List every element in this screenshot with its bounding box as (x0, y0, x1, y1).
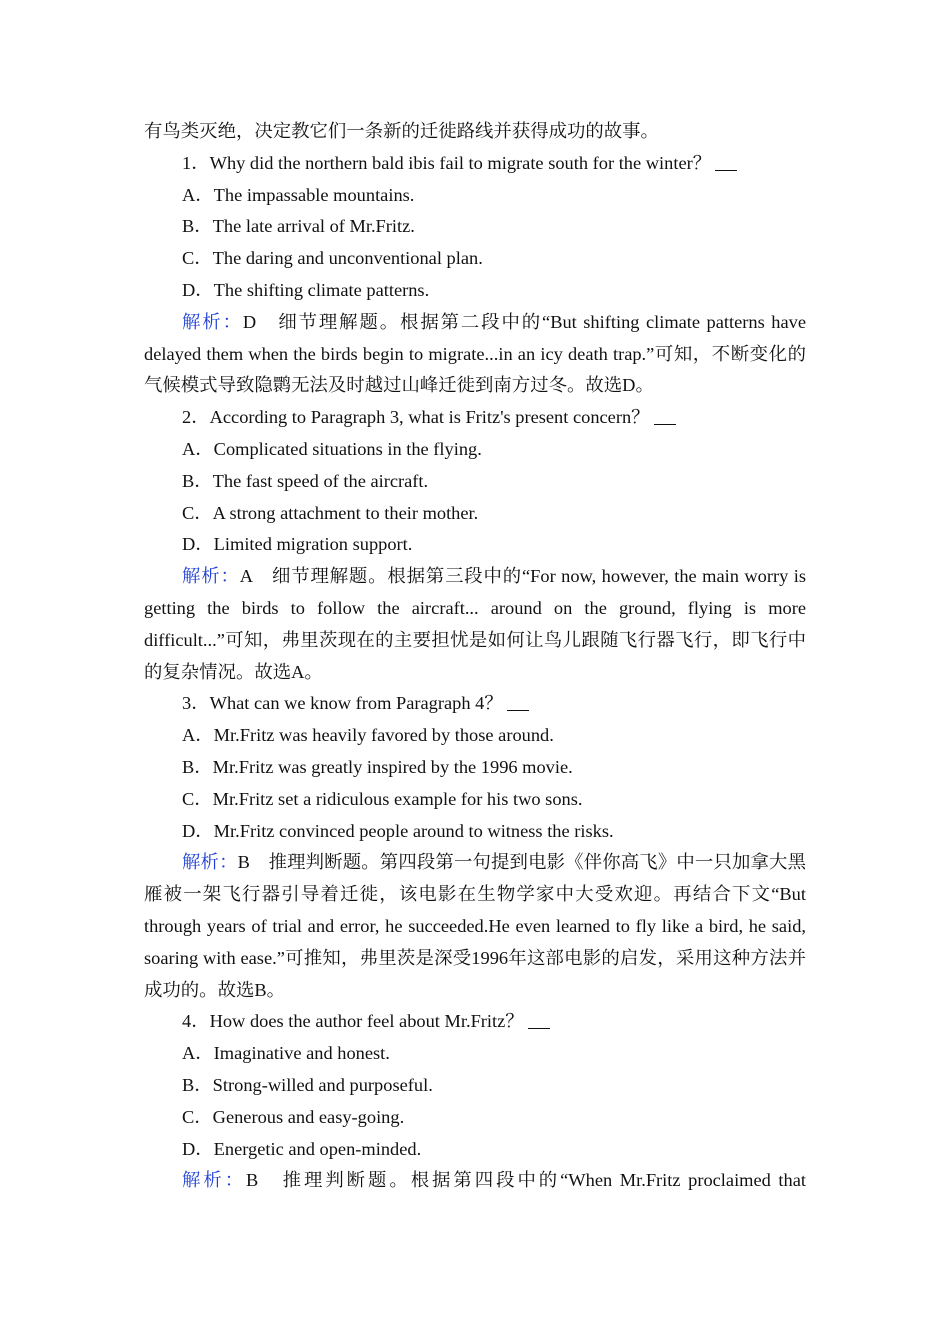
option: B．Mr.Fritz was greatly inspired by the 1996 movie. (182, 756, 573, 777)
analysis-label: 解析： (182, 566, 240, 587)
answer-blank (654, 406, 676, 425)
question-stem: 2．According to Paragraph 3, what is Fritz's present concern？ (144, 402, 806, 434)
analysis-label: 解析： (182, 1170, 247, 1191)
option: A．The impassable mountains. (182, 184, 415, 205)
option: B．The fast speed of the aircraft. (182, 470, 429, 491)
question-stem: 3．What can we know from Paragraph 4？ (144, 688, 806, 720)
analysis: 解析：A 细节理解题。根据第三段中的“For now, however, the main worry is getting the birds to follow the aircraft... around on the ground, flying is more difficult...”可知，弗里茨现在的主要担忧是如何让鸟儿跟随飞行器飞行，即飞行中的复杂情况。故选A。 (144, 566, 806, 682)
option: C．Generous and easy-going. (182, 1106, 405, 1127)
option: C．The daring and unconventional plan. (182, 248, 483, 269)
option: D．Mr.Fritz convinced people around to witness the risks. (182, 820, 614, 841)
option: A．Mr.Fritz was heavily favored by those around. (182, 725, 554, 746)
analysis: 解析：B 推理判断题。第四段第一句提到电影《伴你高飞》中一只加拿大黑雁被一架飞行器引导着迁徙，该电影在生物学家中大受欢迎。再结合下文“But through years of trial and error, he succeeded.He even learned to fly like a bird, he said, soaring with ease.”可推知，弗里茨是深受1996年这部电影的启发，采用这种方法并成功的。故选B。 (144, 852, 806, 1000)
option: D．Energetic and open-minded. (182, 1138, 422, 1159)
answer-blank (715, 152, 737, 171)
answer-blank (507, 692, 529, 711)
analysis-label: 解析： (182, 852, 238, 873)
option: B．Strong-willed and purposeful. (182, 1074, 433, 1095)
option: A．Complicated situations in the flying. (182, 438, 482, 459)
question-stem: 4．How does the author feel about Mr.Fritz？ (144, 1006, 806, 1038)
option: B．The late arrival of Mr.Fritz. (182, 216, 415, 237)
option: A．Imaginative and honest. (182, 1043, 390, 1064)
option: D．Limited migration support. (182, 534, 413, 555)
answer-blank (528, 1010, 550, 1029)
analysis-label: 解析： (182, 311, 243, 332)
question-stem: 1．Why did the northern bald ibis fail to migrate south for the winter？ (144, 148, 806, 180)
intro-line: 有鸟类灭绝，决定教它们一条新的迁徙路线并获得成功的故事。 (144, 121, 659, 141)
analysis: 解析：B 推理判断题。根据第四段中的“When Mr.Fritz proclaimed that (182, 1170, 806, 1191)
option: D．The shifting climate patterns. (182, 279, 430, 300)
document-content (144, 116, 806, 1197)
option: C．Mr.Fritz set a ridiculous example for his two sons. (182, 788, 583, 809)
option: C．A strong attachment to their mother. (182, 502, 479, 523)
analysis: 解析：D 细节理解题。根据第二段中的“But shifting climate patterns have delayed them when the birds begin to migrate...in an icy death trap.”可知，不断变化的气候模式导致隐鹮无法及时越过山峰迁徙到南方过冬。故选D。 (144, 311, 806, 396)
